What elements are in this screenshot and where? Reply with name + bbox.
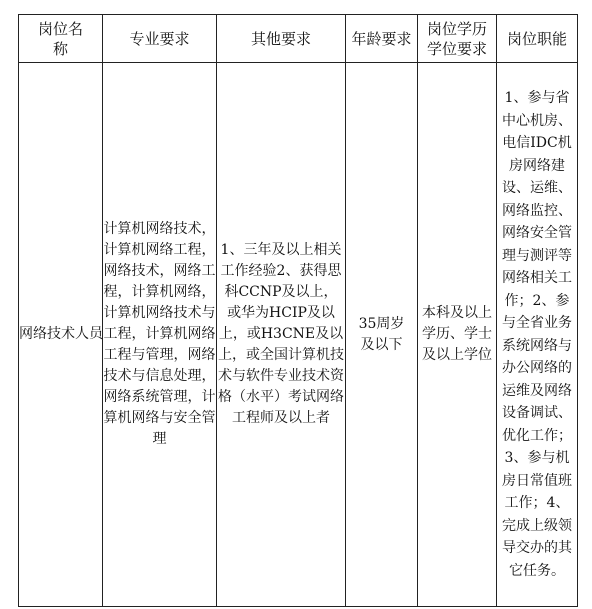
cell-duties [497,63,578,607]
header-degree [418,15,497,63]
header-degree-text: 岗位学历学位要求 [426,19,487,58]
header-major [103,15,217,63]
cell-age [346,63,418,607]
header-other-text: 其他要求 [250,29,311,48]
cell-major [103,63,217,607]
age-text: 35周岁及以下 [358,315,405,353]
duties-text: 1、参与省中心机房、电信IDC机房网络建设、运维、网络监控、网络安全管理与测评等网络相关工作；2、参与全省业务系统网络与办公网络的运维及网络设备调试、优化工作；3、参与机房日常值班工作；4、完成上级领导交办的其它任务。 [502,90,572,579]
header-position-name-text: 岗位名称 [37,19,83,58]
table-row [19,63,578,607]
header-duties-text: 岗位职能 [506,29,567,48]
header-other [217,15,346,63]
job-requirements-table [18,14,578,607]
cell-position-name [19,63,103,607]
other-requirements-text: 1、三年及以上相关工作经验2、获得思科CCNP及以上，或华为HCIP及以上，或H3CNE及以上，或全国计算机技术与软件专业技术资格（水平）考试网络工程师及以上者 [218,242,344,426]
header-position-name [19,15,103,63]
header-major-text: 专业要求 [129,29,190,48]
header-age-text: 年龄要求 [351,29,412,48]
cell-degree [418,63,497,607]
degree-text: 本科及以上学历、学士及以上学位 [422,305,492,363]
major-text: 计算机网络技术，计算机网络工程，网络技术，网络工程，计算机网络，计算机网络技术与工程，计算机网络工程与管理，网络技术与信息处理，网络系统管理，计算机网络与安全管理 [103,221,216,447]
position-name-text: 网络技术人员 [19,326,103,342]
cell-other [217,63,346,607]
header-age [346,15,418,63]
header-row [19,15,578,63]
header-duties [497,15,578,63]
